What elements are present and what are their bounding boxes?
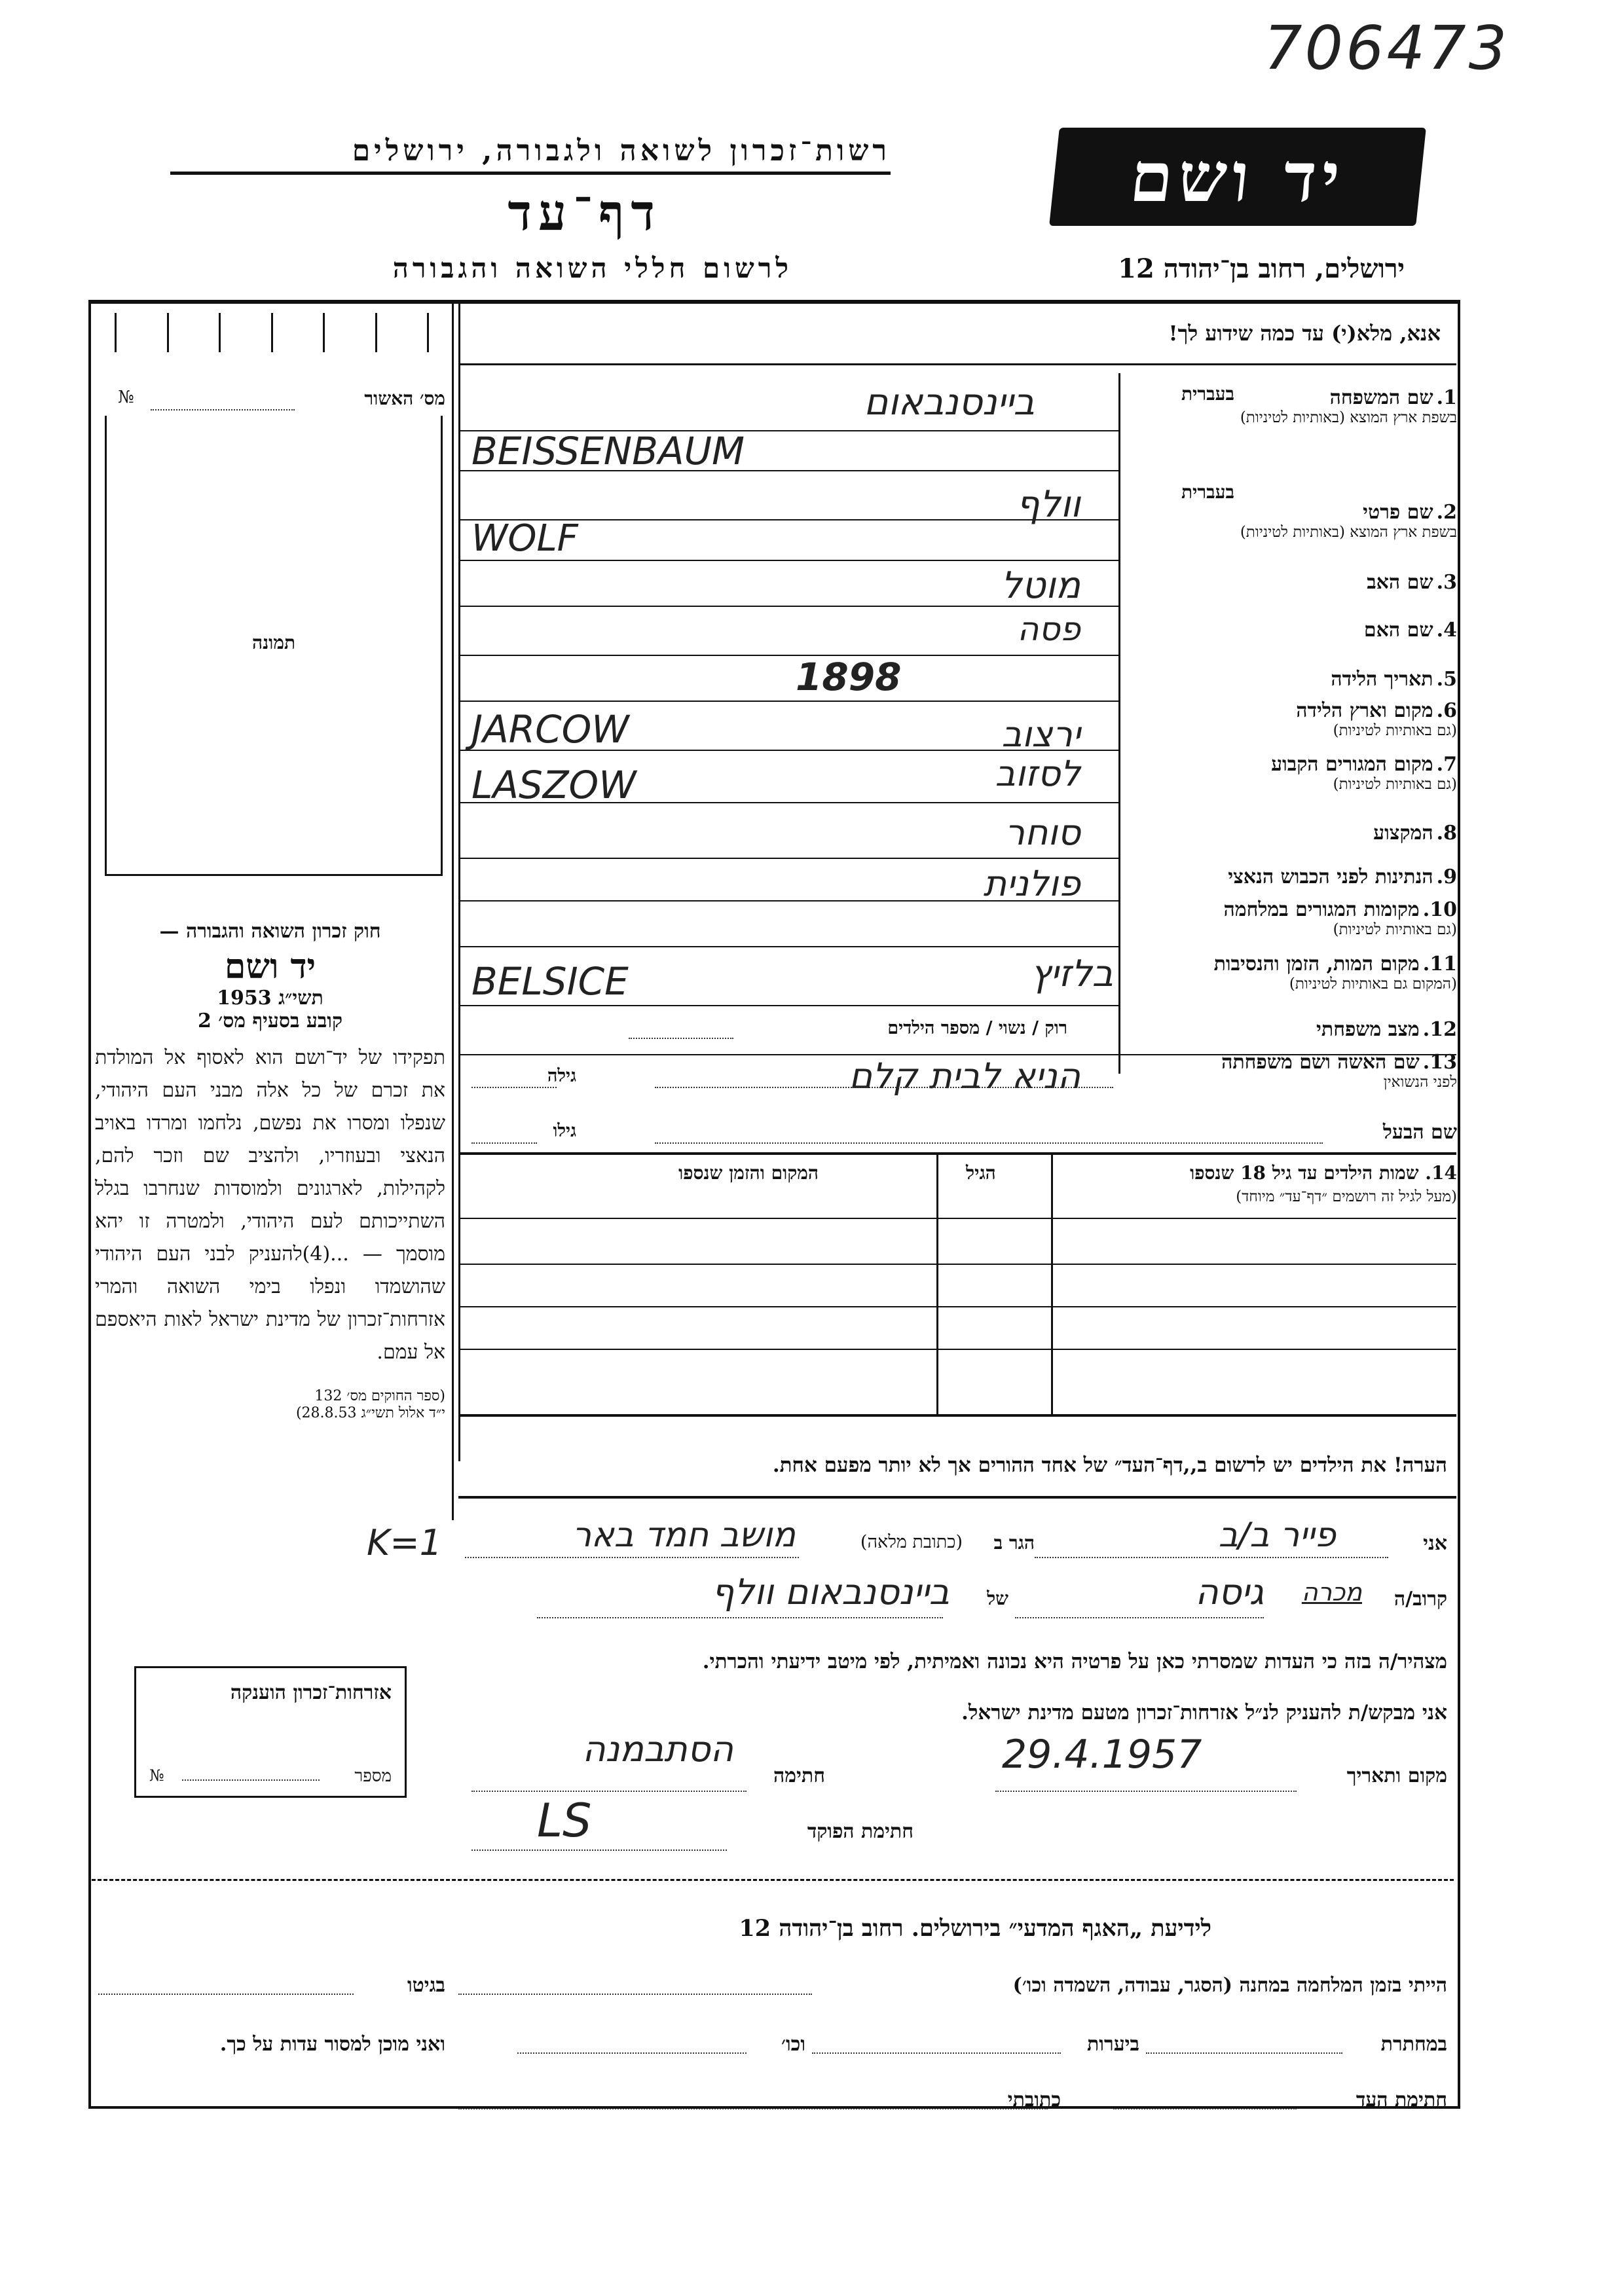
citizenship-number-label: מספר — [354, 1766, 392, 1786]
field-5-title: תאריך הלידה — [1331, 668, 1433, 691]
citizenship-granted-label: אזרחות־זכרון הוענקה — [230, 1681, 392, 1704]
field-11-sub: (המקום גם באותיות לטיניות) — [1289, 975, 1457, 993]
field-13-num: 13. — [1422, 1051, 1457, 1074]
relative-type: מכרה — [1301, 1578, 1362, 1607]
declaration-text: מצהיר/ה בזה כי העדות שמסרתי כאן על פרטיה היא נכונה ואמיתית, לפי מיטב ידיעתי והכרתי. — [702, 1650, 1447, 1673]
photo-box — [105, 416, 443, 876]
form-title: דף־עד — [507, 183, 661, 242]
field-6-label — [1116, 699, 1457, 739]
officer-signature-label: חתימת הפוקד — [807, 1820, 913, 1843]
approval-no-mark: № — [118, 388, 134, 407]
field-6-title: מקום וארץ הלידה — [1296, 699, 1433, 722]
institution-address: ירושלים, רחוב בן־יהודה 12 — [1118, 253, 1405, 284]
signature-value: הסתבמנה — [582, 1728, 733, 1770]
of-value: ביינסנבאום וולף — [711, 1571, 950, 1613]
law-source-1: (ספר החוקים מס׳ 132 — [314, 1388, 445, 1404]
field-9-label — [1116, 866, 1457, 888]
first-name-hebrew: וולף — [1016, 483, 1080, 526]
field-1-num: 1. — [1436, 386, 1457, 409]
field-12-title: מצב משפחתי — [1316, 1018, 1420, 1041]
children-col-age: הגיל — [966, 1162, 996, 1184]
citizenship-granted-box — [134, 1666, 407, 1798]
field-1-title: שם המשפחה — [1329, 386, 1433, 409]
footer-ghetto: בגיטו — [407, 1974, 445, 1997]
death-place-hebrew: בלזיץ — [1030, 953, 1113, 995]
family-name-hebrew: ביינסנבאום — [864, 381, 1035, 424]
field-4-label — [1116, 619, 1457, 642]
form-subtitle: לרשום חללי השואה והגבורה — [392, 252, 792, 284]
field-12-label — [1116, 1018, 1457, 1041]
residence-hebrew: לסזוב — [995, 753, 1080, 794]
field-9-title: הנתינות לפני הכבוש הנאצי — [1228, 866, 1433, 888]
children-col-place: המקום והזמן שנספו — [678, 1162, 819, 1184]
approval-number-boxes — [115, 313, 429, 352]
intro-instruction: אנא, מלא(י) עד כמה שידוע לך! — [1168, 321, 1441, 346]
family-name-latin: BEISSENBAUM — [471, 429, 745, 473]
margin-note: K=1 — [367, 1522, 443, 1563]
birth-place-hebrew: ירצוב — [1001, 714, 1080, 755]
footer-ready: ואני מוכן למסור עדות על כך. — [219, 2033, 445, 2056]
field-10-sub: (גם באותיות לטיניות) — [1333, 921, 1457, 938]
field-13-sub: לפני הנשואין — [1383, 1074, 1457, 1091]
field-2-side: בעברית — [1181, 481, 1234, 503]
relation-value: גיסה — [1195, 1571, 1264, 1613]
footer-witness-signature: חתימת העד — [1356, 2088, 1447, 2111]
field-7-label — [1116, 753, 1457, 793]
children-label: 14. שמות הילדים עד גיל 18 שנספו — [1190, 1162, 1457, 1184]
field-5-num: 5. — [1436, 668, 1457, 691]
field-10-label — [1116, 898, 1457, 938]
field-2-title: שם פרטי — [1363, 501, 1433, 524]
children-note: הערה! את הילדים יש לרשום ב,,דף־העד״ של אחד ההורים אך לא יותר מפעם אחת. — [772, 1453, 1447, 1477]
place-date-label: מקום ותאריך — [1346, 1764, 1447, 1787]
archive-number: 706473 — [1264, 13, 1510, 83]
footer-my-address: כתובתי — [1007, 2088, 1061, 2111]
field-10-title: מקומות המגורים במלחמה — [1223, 898, 1420, 921]
place-date-value: 29.4.1957 — [1002, 1732, 1202, 1777]
law-title: חוק זכרון השואה והגבורה — — [159, 920, 381, 943]
field-13-title: שם האשה ושם משפחתה — [1221, 1051, 1420, 1074]
law-logo: יד ושם — [224, 947, 316, 987]
footer-camp-line: הייתי בזמן המלחמה במחנה (הסגר, עבודה, השמדה וכו׳) — [1012, 1974, 1447, 1997]
field-2-num: 2. — [1436, 501, 1457, 524]
of-label: של — [987, 1588, 1008, 1609]
law-text: תפקידו של יד־ושם הוא לאסוף אל המולדת את זכרם של כל אלה מבני העם היהודי, שנפלו ומסרו את נפשם, נלחמו ומרדו באויב הנאצי ובעוזריו, ולהציב שם וזכר להם, לקהילות, לארגונים ולמוסדות שנחרבו בגלל השתייכותם לעם היהודי, ולמטרה זו יהא מוסמך — ...(4)להעניק לבני העם היהודי שהושמדו ונפלו בימי השואה והמרי אזרחות־זכרון של מדינת ישראל לאות היאספם אל עמם. — [95, 1046, 446, 1364]
field-9-num: 9. — [1436, 866, 1457, 888]
wife-name: הניא לבית קלם — [849, 1055, 1080, 1097]
field-11-num: 11. — [1422, 953, 1457, 975]
signature-label: חתימה — [773, 1764, 825, 1787]
field-3-title: שם האב — [1367, 571, 1433, 594]
law-panel — [95, 920, 445, 1421]
footer-title: לידיעת „האגף המדעי״ בירושלים. רחוב בן־יהודה 12 — [739, 1915, 1211, 1942]
field-4-num: 4. — [1436, 619, 1457, 642]
address-label: (כתובת מלאה) — [860, 1532, 963, 1552]
field-5-label — [1116, 668, 1457, 691]
field-8-num: 8. — [1436, 822, 1457, 845]
law-clause: קובע בסעיף מס׳ 2 — [197, 1010, 343, 1032]
profession: סוחר — [1005, 812, 1080, 853]
field-7-num: 7. — [1436, 753, 1457, 776]
family-status-options: רוק / נשוי / מספר הילדים — [887, 1018, 1067, 1038]
field-10-num: 10. — [1422, 898, 1457, 921]
birth-date: 1898 — [796, 655, 902, 699]
field-8-label — [1116, 822, 1457, 845]
husband-age-label: גילו — [553, 1121, 576, 1141]
relative-label: קרוב/ה — [1393, 1588, 1447, 1611]
field-4-title: שם האם — [1363, 619, 1433, 642]
field-11-label — [1116, 953, 1457, 993]
citizenship-no-mark: № — [149, 1766, 164, 1785]
field-7-sub: (גם באותיות לטיניות) — [1333, 776, 1457, 793]
yad-vashem-logo — [1049, 128, 1426, 226]
husband-title: שם הבעל — [1382, 1121, 1457, 1144]
declarant-address: מושב חמד באר — [572, 1516, 796, 1555]
officer-signature-value: LS — [537, 1794, 592, 1848]
law-source-2: י״ד אלול תשי״ג 28.8.53) — [295, 1405, 445, 1421]
children-sub: (מעל לגיל זה רושמים ״דף־עד״ מיוחד) — [1236, 1188, 1457, 1205]
photo-label: תמונה — [251, 632, 296, 653]
declarant-name: פייר ב/ב — [1218, 1516, 1336, 1555]
birth-place-latin: JARCOW — [471, 707, 629, 752]
logo-text: יד ושם — [1126, 136, 1349, 217]
field-1-sub: בשפת ארץ המוצא (באותיות לטיניות) — [1240, 409, 1457, 426]
field-3-num: 3. — [1436, 571, 1457, 594]
field-2-sub: בשפת ארץ המוצא (באותיות לטיניות) — [1240, 524, 1457, 541]
lives-in-label: הגר ב — [993, 1532, 1035, 1554]
field-7-title: מקום המגורים הקבוע — [1271, 753, 1433, 776]
mother-name: פסה — [1017, 610, 1080, 648]
footer-underground: במחתרת — [1380, 2033, 1447, 2056]
field-13-label — [1116, 1051, 1457, 1091]
field-6-num: 6. — [1436, 699, 1457, 722]
declarant-i-label: אני — [1423, 1532, 1447, 1555]
field-12-num: 12. — [1422, 1018, 1457, 1041]
field-3-label — [1116, 571, 1457, 594]
residence-latin: LASZOW — [471, 763, 637, 807]
citizenship-request: אני מבקש/ת להעניק לנ״ל אזרחות־זכרון מטעם מדינת ישראל. — [961, 1701, 1447, 1724]
field-11-title: מקום המות, הזמן והנסיבות — [1213, 953, 1420, 975]
law-year: תשי״ג 1953 — [217, 987, 323, 1010]
authority-name: רשות־זכרון לשואה ולגבורה, ירושלים — [170, 134, 891, 175]
wife-age-label: גילה — [547, 1066, 576, 1086]
field-2-label — [1116, 501, 1457, 541]
field-8-title: המקצוע — [1373, 822, 1433, 845]
first-name-latin: WOLF — [471, 517, 578, 560]
approval-number-label: מס׳ האשור — [364, 388, 445, 409]
footer-forests: ביערות — [1086, 2033, 1139, 2056]
father-name: מוטל — [1001, 564, 1080, 607]
field-1-side: בעברית — [1181, 383, 1234, 405]
footer-etc: וכו׳ — [781, 2033, 805, 2056]
husband-label — [1116, 1121, 1457, 1144]
death-place-latin: BELSICE — [471, 959, 629, 1004]
citizenship: פולנית — [983, 863, 1080, 904]
field-6-sub: (גם באותיות לטיניות) — [1333, 722, 1457, 739]
